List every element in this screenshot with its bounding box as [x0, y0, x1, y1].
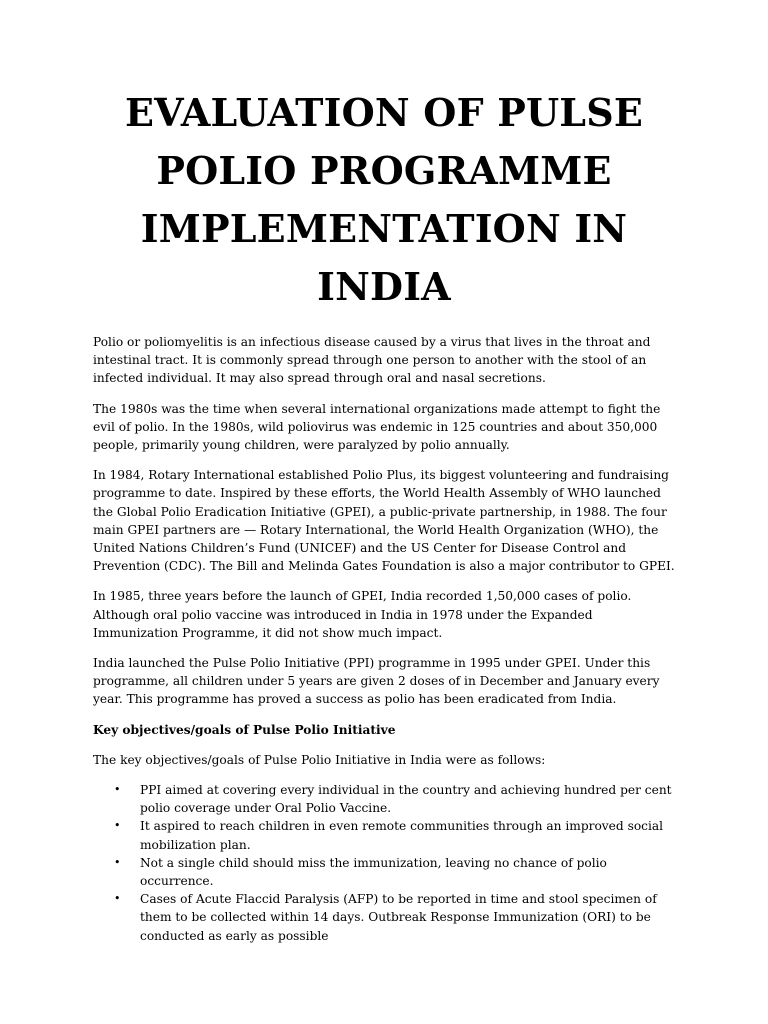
list-item-text: PPI aimed at covering every individual in the country and achieving hundred per cent polio coverage under Oral Polio Vaccine.	[140, 783, 672, 816]
section-intro: The key objectives/goals of Pulse Polio Initiative in India were as follows:	[93, 752, 546, 767]
paragraph-1980s-history: The 1980s was the time when several international organizations made attempt to fight the evil of polio. In the 1980s, wild poliovirus was endemic in 125 countries and about 350,000 people, primarily young children, were paralyzed by polio annually.	[93, 401, 661, 453]
paragraph-gpei-launch: In 1984, Rotary International established Polio Plus, its biggest volunteering and fundraising programme to date. Inspired by these efforts, the World Health Assembly of WHO launched the Global Polio Eradication Initiative (GPEI), a public-private partnership, in 1988. The four main GPEI partners are — Rotary International, the World Health Organization (WHO), the United Nations Children’s Fund (UNICEF) and the US Center for Disease Control and Prevention (CDC). The Bill and Melinda Gates Foundation is also a major contributor to GPEI.	[93, 468, 675, 574]
document-body	[93, 333, 679, 945]
bullet-icon: •	[114, 819, 121, 833]
paragraph-polio-definition: Polio or poliomyelitis is an infectious disease caused by a virus that lives in the throat and intestinal tract. It is commonly spread through one person to another with the stool of an infected individual. It may also spread through oral and nasal secretions.	[93, 335, 651, 386]
bullet-icon: •	[114, 783, 121, 797]
section-heading: Key objectives/goals of Pulse Polio Initiative	[93, 722, 396, 737]
document-title: EVALUATION OF PULSE POLIO PROGRAMME IMPLEMENTATION IN INDIA	[124, 90, 644, 309]
list-item	[114, 854, 679, 890]
list-item	[114, 817, 679, 853]
list-item-text: Cases of Acute Flaccid Paralysis (AFP) to be reported in time and stool specimen of them to be collected within 14 days. Outbreak Response Immunization (ORI) to be conducted as early as possible	[140, 892, 657, 943]
list-item	[114, 890, 679, 945]
objectives-list	[93, 781, 679, 945]
list-item-text: It aspired to reach children in even remote communities through an improved social mobilization plan.	[140, 819, 664, 852]
bullet-icon: •	[114, 892, 121, 906]
paragraph-ppi-launch: India launched the Pulse Polio Initiative (PPI) programme in 1995 under GPEI. Under this programme, all children under 5 years are given 2 doses of in December and January every year. This programme has proved a success as polio has been eradicated from India.	[93, 656, 660, 707]
bullet-icon: •	[114, 855, 121, 869]
paragraph-india-1985: In 1985, three years before the launch of GPEI, India recorded 1,50,000 cases of polio. Although oral polio vaccine was introduced in India in 1978 under the Expanded Immunization Programme, it did not show much impact.	[93, 589, 632, 640]
list-item	[114, 781, 679, 817]
list-item-text: Not a single child should miss the immunization, leaving no chance of polio occurrence.	[140, 855, 607, 889]
